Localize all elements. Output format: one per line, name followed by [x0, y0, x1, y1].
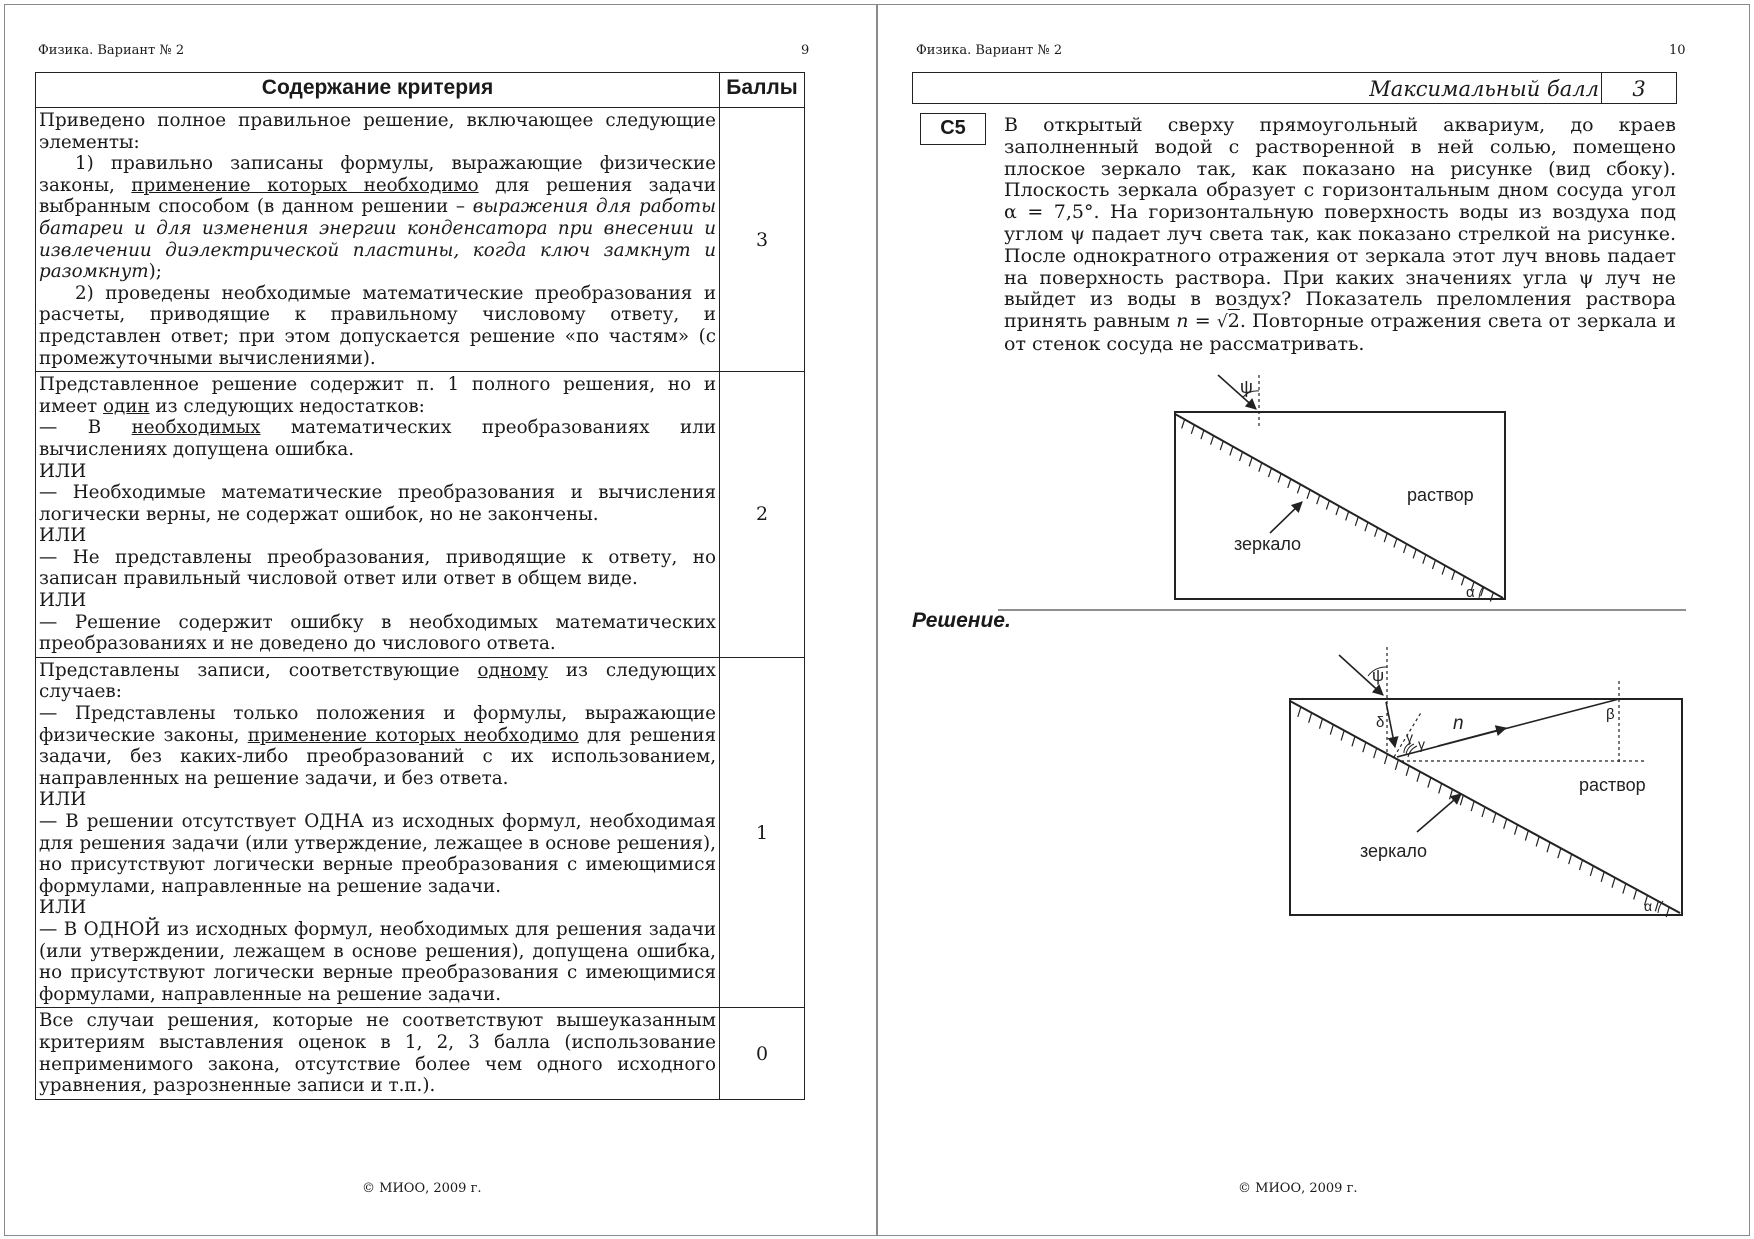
mirror-pointer-arrow: [1270, 502, 1302, 533]
page-header-title: Физика. Вариант № 2: [916, 43, 1063, 58]
hatch-tick: [1558, 848, 1561, 858]
hatch-tick: [1317, 495, 1320, 504]
alpha-label: α: [1644, 898, 1653, 914]
mirror-pointer-arrow: [1417, 794, 1461, 832]
points-cell: 1: [720, 657, 805, 1008]
incident-ray-arrow: [1218, 375, 1256, 409]
page-10: [877, 4, 1750, 1236]
criteria-cell: [36, 108, 720, 372]
psi-label: ψ: [1372, 666, 1385, 685]
hatch-tick: [1515, 825, 1518, 835]
solution-label: раствор: [1579, 775, 1646, 795]
hatch-tick: [1623, 884, 1626, 894]
psi-arc: [1243, 391, 1259, 397]
hatch-tick: [1634, 889, 1637, 899]
task-text: В открытый сверху прямоугольный аквариум, до краев заполненный водой с растворенной в ней солью, помещено плоское зеркало так, как показано на рисунке (вид сбоку). Плоскость зеркала образует с горизонтальным дном сосуда угол α = 7,5°. На горизонтальную поверхность воды из воздуха под углом ψ падает луч света так, как показано стрелкой на рисунке. После однократного отражения от зеркала этот луч вновь падает на поверхность раствора. При каких значениях угла ψ луч не выйдет из воды в воздух? Показатель преломления раствора принять равным n = √2. Повторные отражения света от зеркала и от стенок сосуда не рассматривать.: [1004, 114, 1677, 355]
hatch-tick: [1612, 878, 1615, 888]
hatch-tick: [1268, 468, 1271, 477]
hatch-tick: [1428, 778, 1431, 788]
hatch-tick: [1580, 860, 1583, 870]
aquarium-outline: [1175, 412, 1505, 599]
table-row: [36, 372, 805, 658]
hatch-tick: [1490, 593, 1493, 602]
criteria-cell: [36, 657, 720, 1008]
hatch-tick: [1355, 517, 1358, 526]
alpha-arc: [1479, 587, 1483, 599]
hatch-tick: [1423, 555, 1426, 564]
n-label: n: [1453, 713, 1464, 734]
page-footer: © МИОО, 2009 г.: [1238, 1181, 1358, 1196]
hatch-tick: [1504, 819, 1507, 829]
hatch-tick: [1259, 463, 1262, 472]
hatch-tick: [1297, 484, 1300, 493]
gamma-label: γ: [1418, 736, 1425, 752]
gamma-label: γ: [1406, 729, 1413, 745]
hatch-tick: [1341, 730, 1344, 740]
page-number: 10: [1669, 43, 1686, 58]
page-number: 9: [801, 43, 810, 58]
hatch-tick: [1346, 511, 1349, 520]
max-score-box: [912, 72, 1677, 104]
mirror-line: [1175, 414, 1503, 598]
criteria-option: — Необходимые математические преобразования и вычисления логически верны, не содержат ошибок, но не закончены.: [39, 482, 716, 525]
criteria-intro: Приведено полное правильное решение, включающее следующие элементы:: [39, 110, 716, 153]
hatch-tick: [1471, 582, 1474, 591]
hatch-tick: [1352, 736, 1355, 746]
hatch-tick: [1375, 528, 1378, 537]
hatch-tick: [1645, 895, 1648, 905]
criteria-item: 2) проведены необходимые математические преобразования и расчеты, приводящие к правильному числовому ответу, и представлен ответ; при этом допускается решение «по частям» (с промежуточными вычислениями).: [39, 282, 716, 369]
psi-arc: [1368, 667, 1387, 676]
mirror-normal: [1394, 711, 1422, 757]
hatch-tick: [1404, 544, 1407, 553]
hatch-tick: [1320, 719, 1323, 729]
psi-label: ψ: [1240, 377, 1253, 397]
mirror-hatching: [1298, 707, 1669, 917]
hatch-tick: [1363, 742, 1366, 752]
beta-label: β: [1606, 706, 1615, 723]
hatch-tick: [1471, 801, 1474, 811]
points-cell: 3: [720, 108, 805, 372]
criteria-option: — В необходимых математических преобразованиях или вычислениях допущена ошибка.: [39, 417, 717, 460]
hatch-tick: [1439, 783, 1442, 793]
page-footer: © МИОО, 2009 г.: [362, 1181, 482, 1196]
criteria-item: 1) правильно записаны формулы, выражающие физические законы, применение которых необходимо для решения задачи выбранным способом (в данном решении – выражения для работы батареи и для изменения энергии конденсатора при внесении и извлечении диэлектрической пластины, когда ключ замкнут и разомкнут);: [39, 153, 717, 283]
hatch-tick: [1547, 842, 1550, 852]
hatch-tick: [1384, 533, 1387, 542]
points-column-header: Баллы: [720, 73, 805, 108]
page-9: [4, 4, 877, 1236]
hatch-tick: [1482, 807, 1485, 817]
incident-ray: [1339, 655, 1383, 695]
alpha-arc: [1658, 901, 1663, 913]
hatch-tick: [1601, 872, 1604, 882]
hatch-tick: [1220, 441, 1223, 450]
hatch-tick: [1278, 474, 1281, 483]
solution-heading: Решение.: [912, 609, 1011, 632]
hatch-tick: [1307, 490, 1310, 499]
criteria-intro: Представлены записи, соответствующие одному из следующих случаев:: [39, 659, 716, 703]
task-code-badge: C5: [920, 113, 986, 145]
hatch-tick: [1201, 430, 1204, 439]
hatch-tick: [1590, 866, 1593, 876]
hatch-tick: [1481, 587, 1484, 596]
aquarium-outline: [1290, 699, 1682, 915]
criteria-option: — Решение содержит ошибку в необходимых математических преобразованиях и не доведено до числового ответа.: [39, 611, 716, 655]
delta-label: δ: [1376, 714, 1385, 731]
hatch-tick: [1182, 419, 1185, 428]
gamma-arcs: [1404, 743, 1417, 757]
or-separator: ИЛИ: [39, 525, 87, 547]
solution-label: раствор: [1407, 485, 1474, 505]
mirror-label: зеркало: [1234, 534, 1302, 554]
criteria-intro: Представленное решение содержит п. 1 полного решения, но и имеет один из следующих недостатков:: [39, 374, 716, 417]
hatch-tick: [1336, 506, 1339, 515]
mirror-hatching: [1182, 419, 1494, 601]
refracted-ray: [1386, 702, 1395, 747]
hatch-tick: [1395, 760, 1398, 770]
hatch-tick: [1240, 452, 1243, 461]
hatch-tick: [1432, 560, 1435, 569]
aquarium-diagram-2: [1290, 647, 1682, 917]
table-header-row: [36, 73, 805, 108]
max-score-value: 3: [1632, 77, 1646, 101]
criteria-option: — Не представлены преобразования, приводящие к ответу, но записан правильный числовой ответ или ответ в общем виде.: [39, 546, 716, 590]
hatch-tick: [1374, 748, 1377, 758]
or-separator: ИЛИ: [39, 789, 87, 811]
table-row: [36, 108, 805, 372]
hatch-tick: [1230, 446, 1233, 455]
or-separator: ИЛИ: [39, 897, 87, 919]
table-row: [36, 657, 805, 1008]
hatch-tick: [1365, 522, 1368, 531]
table-row: [36, 1008, 805, 1099]
hatch-tick: [1249, 457, 1252, 466]
hatch-tick: [1288, 479, 1291, 488]
hatch-tick: [1326, 501, 1329, 510]
hatch-tick: [1461, 576, 1464, 585]
hatch-tick: [1460, 795, 1463, 805]
criteria-cell: [36, 372, 720, 658]
points-cell: 0: [720, 1008, 805, 1099]
aquarium-diagram-1: [1175, 375, 1505, 602]
points-cell: 2: [720, 372, 805, 658]
criteria-option: — В ОДНОЙ из исходных формул, необходимых для решения задачи (или утверждении, лежащем в основе решения), допущена ошибка, но присутствуют логически верные преобразования с имеющимися формулами, направленные на решение задачи.: [39, 918, 716, 1005]
hatch-tick: [1394, 538, 1397, 547]
hatch-tick: [1309, 713, 1312, 723]
hatch-tick: [1406, 766, 1409, 776]
hatch-tick: [1442, 566, 1445, 575]
hatch-tick: [1330, 725, 1333, 735]
hatch-tick: [1298, 707, 1301, 717]
or-separator: ИЛИ: [39, 590, 87, 612]
hatch-tick: [1385, 754, 1388, 764]
reflected-ray: [1397, 699, 1619, 757]
hatch-tick: [1569, 854, 1572, 864]
max-score-label: Максимальный балл: [1369, 77, 1599, 101]
reflected-ray-arrow: [1438, 728, 1506, 746]
hatch-tick: [1211, 436, 1214, 445]
mirror-label: зеркало: [1360, 841, 1428, 861]
mirror-line: [1290, 701, 1680, 913]
hatch-tick: [1450, 789, 1453, 799]
hatch-tick: [1525, 831, 1528, 841]
alpha-label: α: [1466, 584, 1475, 601]
criteria-cell: Все случаи решения, которые не соответствуют вышеуказанным критериям выставления оценок в 1, 2, 3 балла (использование неприменимого закона, отсутствие более чем одного исходного уравнения, разрозненные записи и т.п.).: [36, 1008, 720, 1099]
hatch-tick: [1413, 549, 1416, 558]
hatch-tick: [1655, 901, 1658, 911]
criteria-option: — В решении отсутствует ОДНА из исходных формул, необходимая для решения задачи (или утверждение, лежащее в основе решения), но присутствуют логически верные преобразования с имеющимися формулами, направленные на решение задачи.: [39, 811, 716, 897]
criteria-column-header: Содержание критерия: [36, 73, 720, 108]
or-separator: ИЛИ: [39, 460, 87, 482]
hatch-tick: [1536, 836, 1539, 846]
hatch-tick: [1191, 425, 1194, 434]
hatch-tick: [1417, 772, 1420, 782]
criteria-table: [35, 72, 805, 1100]
criteria-option: — Представлены только положения и формулы, выражающие физические законы, применение которых необходимо для решения задачи, без каких-либо преобразований с их использованием, направленных на решение задачи, и без ответа.: [39, 703, 716, 789]
page-header-title: Физика. Вариант № 2: [38, 43, 185, 58]
hatch-tick: [1452, 571, 1455, 580]
hatch-tick: [1666, 907, 1669, 917]
hatch-tick: [1493, 813, 1496, 823]
